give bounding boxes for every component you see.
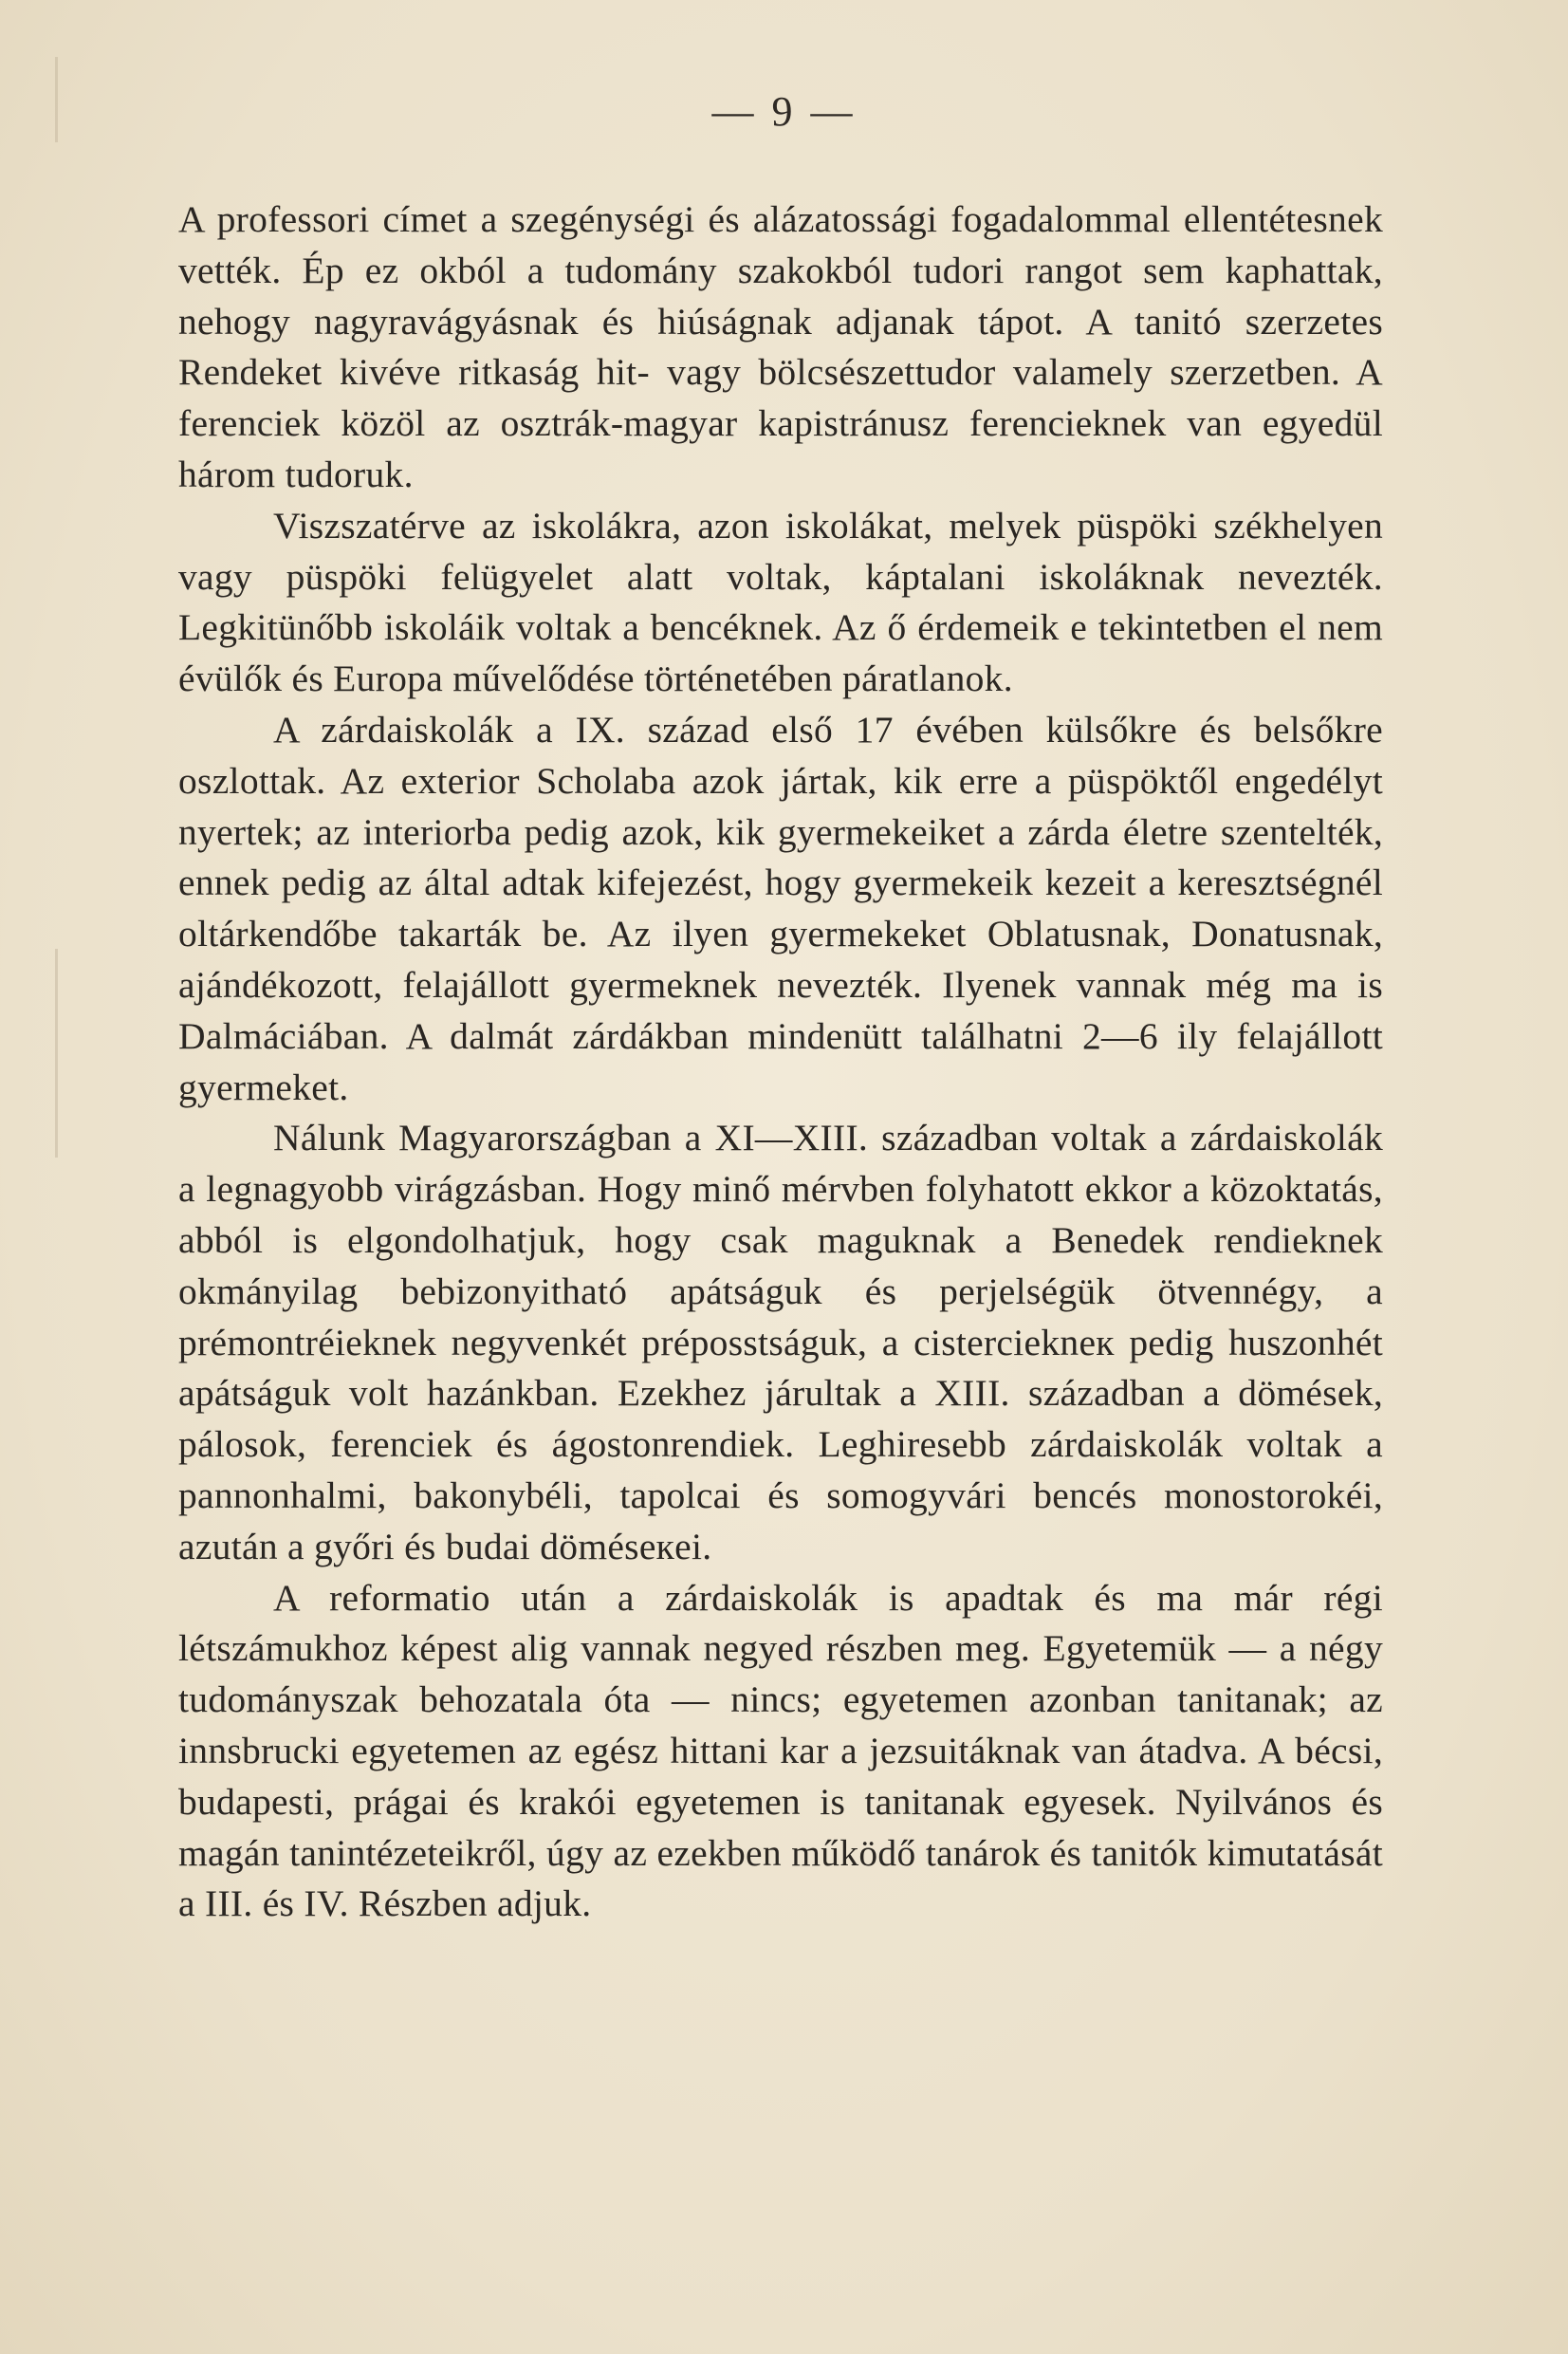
paragraph: A zárdaiskolák a IX. század első 17 évében külsőkre és belsőkre oszlottak. Az exterior Scholaba azok jártak, kik erre a püspöktől engedélyt nyertek; az interiorba pedig azok, kik gyermekeiket a zárda életre szentelték, ennek pedig az által adtak kifejezést, hogy gyermekeik kezeit a keresztségnél oltárkendőbe takarták be. Az ilyen gyermekeket Oblatusnak, Donatusnak, ajándékozott, felajállott gyermeknek nevezték. Ilyenek vannak még ma is Dalmáciában. A dalmát zárdákban mindenütt találhatni 2—6 ily felajállott gyermeket.: [178, 708, 1383, 1108]
body-text: [178, 195, 1383, 1930]
paragraph: A reformatio után a zárdaiskolák is apadtak és ma már régi létszámukhoz képest alig vannak negyed részben meg. Egyetemük — a négy tudományszak behozatala óta — nincs; egyetemen azonban tanitanak; az innsbrucki egyetemen az egész hittani kar a jezsuitáknak van átadva. A bécsi, budapesti, prágai és krakói egyetemen is tanitanak egyesek. Nyilvános és magán tanintézeteikről, úgy az ezekben működő tanárok és tanitók kimutatását a III. és IV. Részben adjuk.: [178, 1576, 1383, 1925]
margin-mark: [55, 949, 58, 1158]
paragraph: A professori címet a szegénységi és alázatossági fogadalommal ellentétesnek vették. Ép ez okból a tudomány szakokból tudori rangot sem kaphattak, nehogy nagyravágyásnak és hiúságnak adjanak tápot. A tanitó szerzetes Rendeket kivéve ritkaság hit- vagy bölcsészettudor valamely szerzetben. A ferenciek közöl az osztrák-magyar kapistránusz ferencieknek van egyedül három tudoruk.: [178, 198, 1383, 495]
paragraph: Viszszatérve az iskolákra, azon iskolákat, melyek püspöki székhelyen vagy püspöki felügyelet alatt voltak, káptalani iskoláknak nevezték. Legkitünőbb iskoláik voltak a bencéknek. Az ő érdemeik e tekintetben el nem évülők és Europa művelődése történetében páratlanok.: [178, 504, 1383, 700]
page-number: — 9 —: [711, 88, 857, 135]
paragraph: Nálunk Magyarországban a XI—XIII. században voltak a zárdaiskolák a legnagyobb virágzásban. Hogy minő mérvben folyhatott ekkor a közoktatás, abból is elgondolhatjuk, hogy csak maguknak a Benedek rendieknek okmányilag bebizonyitható apátságuk és perjelségük ötvennégy, a prémontréieknek negyvenkét préposstságuk, a cisterciekneк pedig huszonhét apátságuk volt hazánkban. Ezekhez járultak a XIII. században a dömések, pálosok, ferenciek és ágostonrendiek. Leghiresebb zárdaiskolák voltak a pannonhalmi, bakonybéli, tapolcai és somogyvári bencés monostorokéi, azután a győri és budai döméseкei.: [178, 1117, 1383, 1567]
